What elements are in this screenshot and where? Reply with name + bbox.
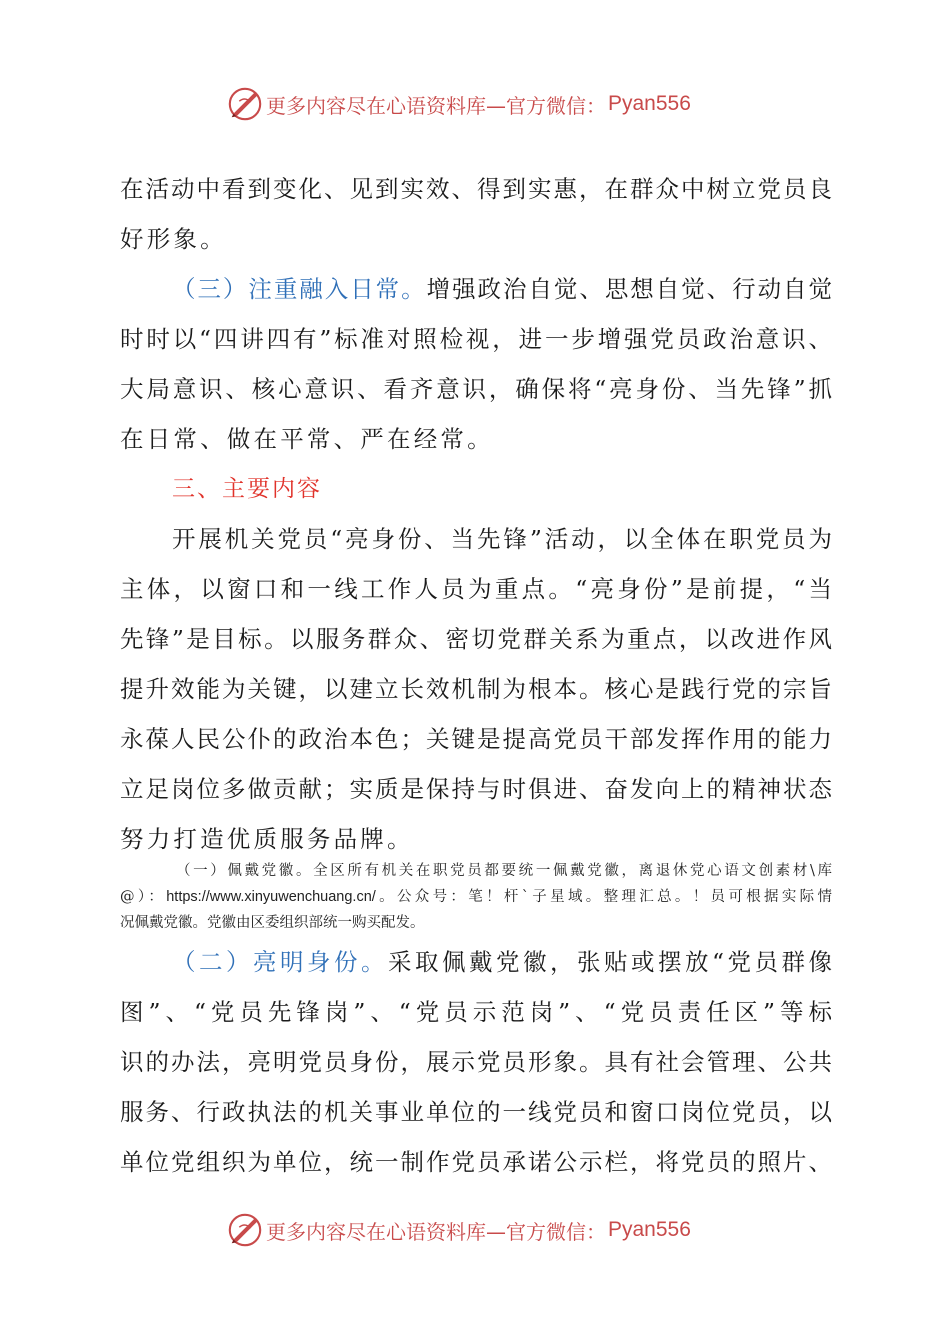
text-line: 时时以“四讲四有”标准对照检视，进一步增强党员政治意识、 <box>120 325 832 353</box>
text-line: 图”、“党员先锋岗”、“党员示范岗”、“党员责任区”等标 <box>120 998 832 1026</box>
small-text-line: （一）佩戴党徽。全区所有机关在职党员都要统一佩戴党徽，离退休党心语文创素材\库 <box>176 863 832 879</box>
subheading-3: （三）注重融入日常。 <box>172 275 427 303</box>
text-line: 立足岗位多做贡献；实质是保持与时俱进、奋发向上的精神状态 <box>120 775 832 803</box>
text-line: 单位党组织为单位，统一制作党员承诺公示栏，将党员的照片、 <box>120 1148 832 1176</box>
text-run: 增强政治自觉、思想自觉、行动自觉 <box>426 275 833 303</box>
text-line: 先锋”是目标。以服务群众、密切党群关系为重点，以改进作风 <box>120 625 832 653</box>
pen-logo-icon <box>226 85 264 123</box>
text-line: 提升效能为关键，以建立长效机制为根本。核心是践行党的宗旨 <box>120 675 832 703</box>
text-line: 主体，以窗口和一线工作人员为重点。“亮身份”是前提，“当 <box>120 575 832 603</box>
text-line: 识的办法，亮明党员身份，展示党员形象。具有社会管理、公共 <box>120 1048 832 1076</box>
text-line: 在活动中看到变化、见到实效、得到实惠，在群众中树立党员良 <box>120 175 832 203</box>
text-line: 努力打造优质服务品牌。 <box>120 825 414 853</box>
footer-banner <box>226 1208 691 1252</box>
text-run: 。公众号：笔！杆`子星域。整理汇总。！员可根据实际情 <box>375 889 833 905</box>
text-line: 大局意识、核心意识、看齐意识，确保将“亮身份、当先锋”抓 <box>120 375 832 403</box>
small-text-line <box>120 884 832 910</box>
text-run: 采取佩戴党徽，张贴或摆放“党员群像 <box>388 948 833 976</box>
pen-logo-icon <box>226 1211 264 1249</box>
section-heading: 三、主要内容 <box>172 476 322 502</box>
banner-wechat-id: Pyan556 <box>608 1218 691 1241</box>
text-line: 好形象。 <box>120 225 227 253</box>
banner-text: 更多内容尽在心语资料库—官方微信： <box>266 1219 606 1244</box>
banner-text: 更多内容尽在心语资料库—官方微信： <box>266 93 606 118</box>
text-run: @）： <box>120 889 167 905</box>
small-text-line: 况佩戴党徽。党徽由区委组织部统一购买配发。 <box>120 915 425 931</box>
header-banner <box>226 82 691 126</box>
banner-wechat-id: Pyan556 <box>608 92 691 115</box>
paragraph-2-first-line <box>172 937 832 987</box>
text-line: 开展机关党员“亮身份、当先锋”活动，以全体在职党员为 <box>172 525 832 553</box>
text-line: 在日常、做在平常、严在经常。 <box>120 425 494 453</box>
subheading-2: （二）亮明身份。 <box>172 948 388 976</box>
paragraph-3-first-line <box>172 264 832 314</box>
text-line: 永葆人民公仆的政治本色；关键是提高党员干部发挥作用的能力 <box>120 725 832 753</box>
text-line: 服务、行政执法的机关事业单位的一线党员和窗口岗位党员，以 <box>120 1098 832 1126</box>
website-url: https://www.xinyuwenchuang.cn/ <box>166 889 376 905</box>
